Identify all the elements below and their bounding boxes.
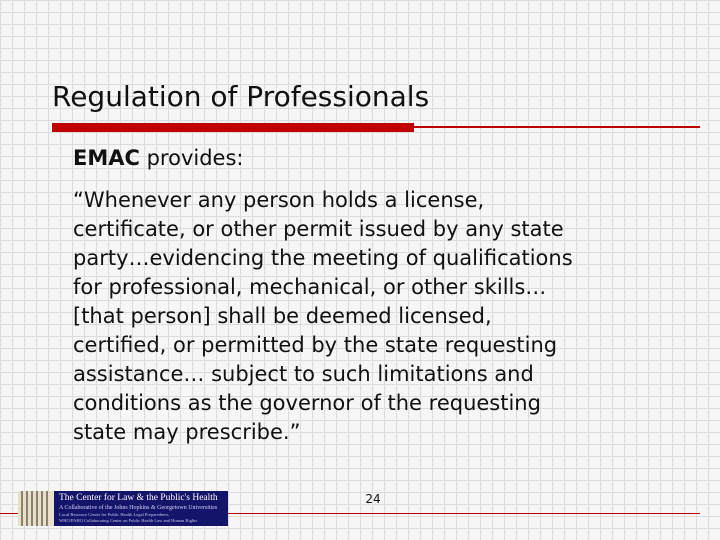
logo-text-panel — [54, 491, 228, 526]
title-underline-bar — [52, 123, 414, 132]
logo-title: The Center for Law & the Public's Health — [59, 493, 218, 503]
subheading-rest: provides: — [139, 146, 244, 170]
logo-line-3: Local Resource Center for Public Health Legal Preparedness — [59, 512, 169, 517]
subheading — [73, 146, 243, 170]
page-number: 24 — [365, 492, 381, 506]
slide-title: Regulation of Professionals — [52, 80, 430, 113]
quote-text: “Whenever any person holds a license, certificate, or other permit issued by any state party…evidencing the meeting of qualifications for professional, mechanical, or other skills… [that person] shall be deemed licensed, certified, or permitted by the state requesting assistance… subject to such limitations and conditions as the governor of the requesting state may prescribe.” — [73, 188, 573, 444]
logo-line-4: WHO/PAHO Collaborating Center on Public Health Law and Human Rights — [59, 518, 198, 523]
columns-icon — [18, 491, 54, 526]
subheading-bold: EMAC — [73, 146, 140, 170]
logo-subtitle: A Collaborative of the Johns Hopkins & Georgetown Universities — [59, 505, 218, 511]
center-logo — [18, 491, 228, 526]
